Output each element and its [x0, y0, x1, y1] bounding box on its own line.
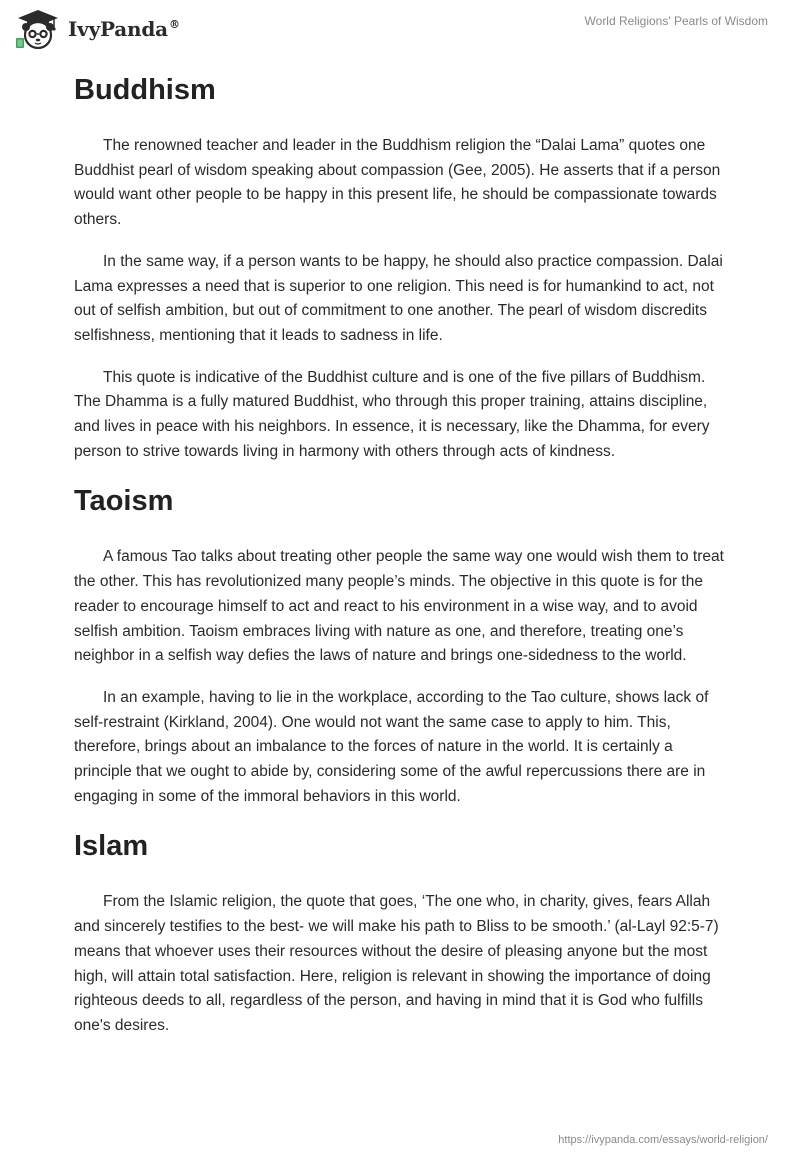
logo-wordmark: IvyPanda® — [68, 17, 180, 41]
paragraph: In an example, having to lie in the workplace, according to the Tao culture, shows lack of self-restraint (Kirkland, 2004). One would not want the same case to apply to him. This, therefore, brings about an imbalance to the forces of nature in the world. It is certainly a principle that we ought to abide by, considering some of the awful repercussions there are in engaging in some of the immoral behaviors in this world. — [74, 688, 709, 805]
section-heading: Taoism — [74, 485, 174, 518]
ivypanda-logo[interactable] — [14, 8, 180, 50]
paragraph: A famous Tao talks about treating other people the same way one would wish them to treat the other. This has revolutionized many people’s minds. The objective in this quote is for the reader to encourage himself to act and react to his environment in a wise way, and to avoid selfish ambition. Taoism embraces living with nature as one, and therefore, treating one’s neighbor in a selfish way defies the laws of nature and brings one-sidedness to the world. — [74, 548, 724, 665]
essay-content — [74, 70, 726, 1056]
section-heading: Islam — [74, 830, 149, 863]
paragraph: From the Islamic religion, the quote that goes, ‘The one who, in charity, gives, fears Allah and sincerely testifies to the best- we will make his path to Bliss to be smooth.’ (al-Layl 92:5-7) means that whoever uses their resources without the desire of pleasing anyone but the most high, will attain total satisfaction. Here, religion is relevant in showing the importance of doing righteous deeds to all, regardless of the person, and having in mind that it is God who fulfills one's desires. — [74, 893, 719, 1034]
paragraph: In the same way, if a person wants to be happy, he should also practice compassion. Dalai Lama expresses a need that is superior to one religion. This need is for humankind to act, not out of selfish ambition, but out of commitment to one another. The pearl of wisdom discredits selfishness, mentioning that it leads to sadness in life. — [74, 252, 723, 344]
panda-graduate-icon — [14, 8, 62, 50]
section-heading: Buddhism — [74, 74, 216, 106]
section-taoism — [74, 481, 726, 809]
page-header — [0, 0, 800, 60]
section-buddhism — [74, 70, 726, 464]
paragraph: The renowned teacher and leader in the Buddhism religion the “Dalai Lama” quotes one Buddhist pearl of wisdom speaking about compassion (Gee, 2005). He asserts that if a person would want other people to be happy in this present life, he should be compassionate towards others. — [74, 137, 721, 229]
document-title: World Religions' Pearls of Wisdom — [584, 14, 768, 28]
section-islam — [74, 826, 726, 1038]
source-url-link[interactable]: https://ivypanda.com/essays/world-religion/ — [558, 1134, 768, 1146]
paragraph: This quote is indicative of the Buddhist culture and is one of the five pillars of Buddhism. The Dhamma is a fully matured Buddhist, who through this proper training, attains discipline, and lives in peace with his neighbors. In essence, it is necessary, like the Dhamma, for every person to strive towards living in harmony with others through acts of kindness. — [74, 368, 710, 460]
